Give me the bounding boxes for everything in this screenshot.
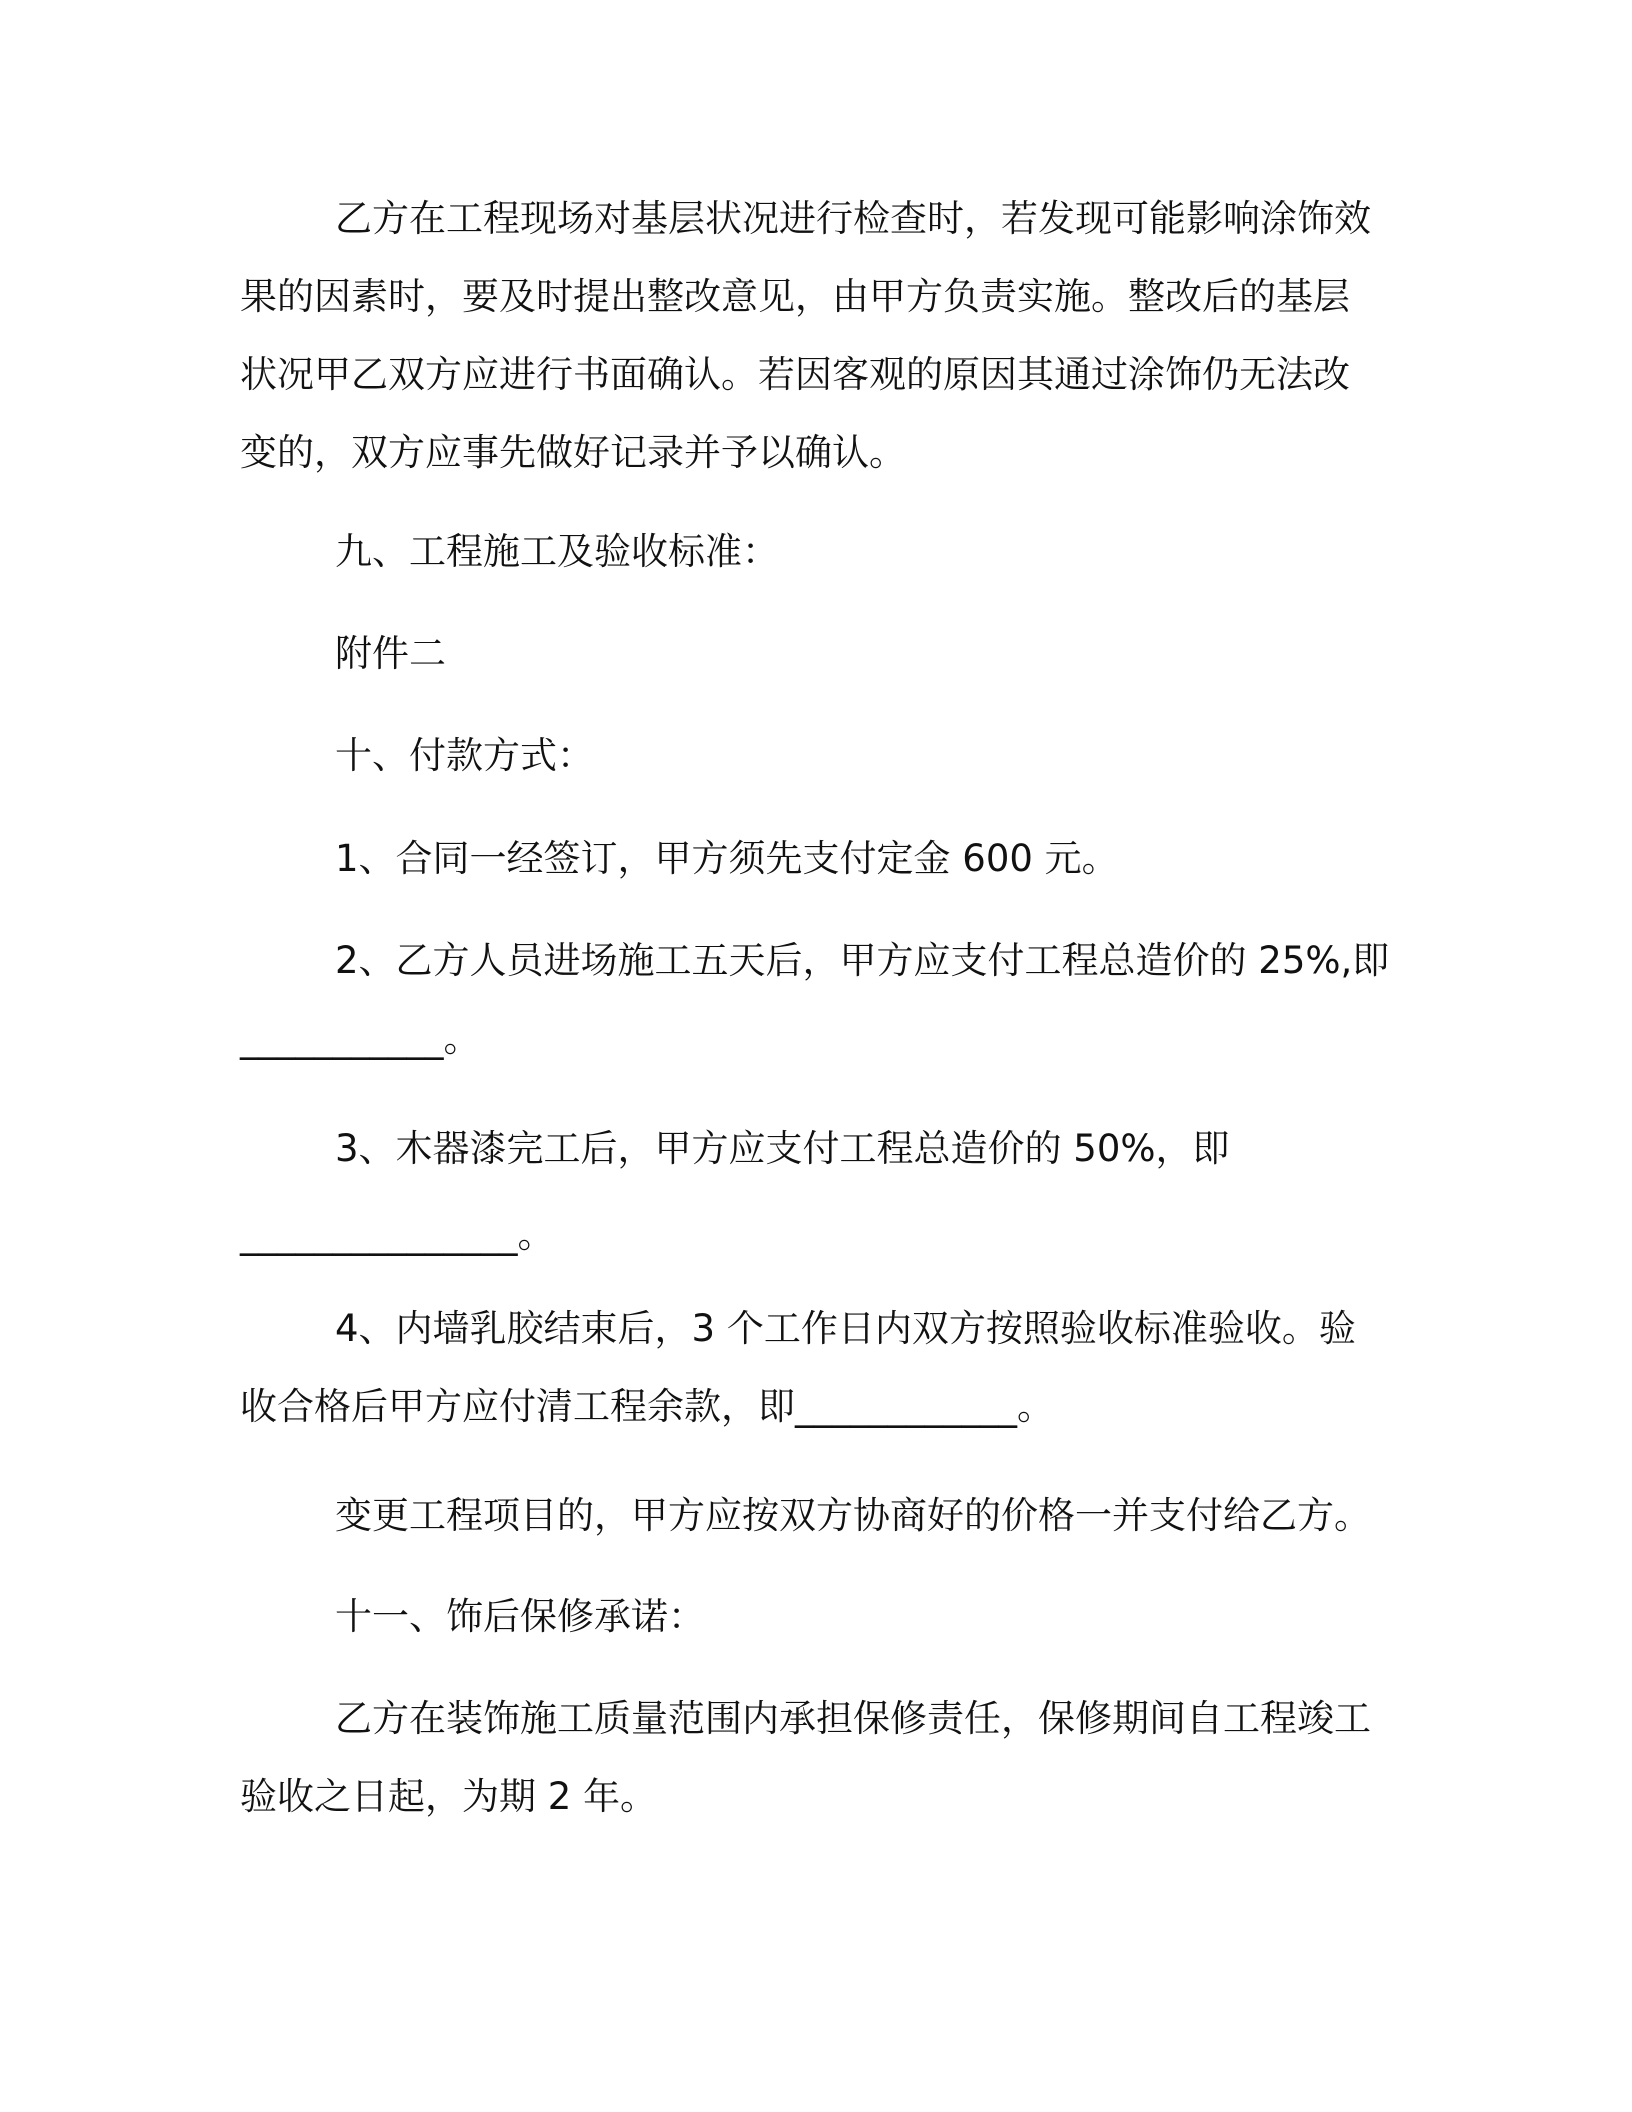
text-line: 乙方在装饰施工质量范围内承担保修责任，保修期间自工程竣工 <box>335 1697 1371 1740</box>
section-9-heading: 九、工程施工及验收标准： <box>335 530 779 573</box>
text-line: 状况甲乙双方应进行书面确认。若因客观的原因其通过涂饰仍无法改 <box>240 353 1350 396</box>
payment-blank-line <box>240 1000 1390 1078</box>
text-line: 乙方在工程现场对基层状况进行检查时，若发现可能影响涂饰效 <box>335 197 1371 240</box>
text-start: 收合格后甲方应付清工程余款，即 <box>240 1385 795 1428</box>
fill-in-blank: ____________ <box>795 1385 1017 1428</box>
text-line: 果的因素时，要及时提出整改意见，由甲方负责实施。整改后的基层 <box>240 275 1350 318</box>
text-line: 4、内墙乳胶结束后，3 个工作日内双方按照验收标准验收。验 <box>335 1307 1356 1350</box>
paragraph-base-inspection <box>240 180 1390 492</box>
text-line: 变的，双方应事先做好记录并予以确认。 <box>240 431 906 474</box>
fill-in-blank: _______________ <box>240 1213 518 1256</box>
text-line: 验收之日起，为期 2 年。 <box>240 1775 658 1818</box>
change-items-paragraph: 变更工程项目的，甲方应按双方协商好的价格一并支付给乙方。 <box>335 1494 1371 1537</box>
text-end: 。 <box>517 1213 555 1256</box>
payment-item-2 <box>240 922 1390 1078</box>
text-end: 。 <box>443 1017 481 1060</box>
payment-blank-line <box>240 1196 1390 1274</box>
warranty-paragraph <box>240 1680 1390 1836</box>
attachment-label: 附件二 <box>335 632 446 675</box>
text-end: 。 <box>1017 1385 1054 1428</box>
fill-in-blank: ___________ <box>240 1017 444 1060</box>
payment-item-3 <box>240 1110 1390 1274</box>
payment-item-4 <box>240 1290 1390 1446</box>
text-line: 3、木器漆完工后，甲方应支付工程总造价的 50%，即 <box>335 1127 1230 1170</box>
section-10-heading: 十、付款方式： <box>335 734 594 777</box>
section-11-heading: 十一、饰后保修承诺： <box>335 1595 705 1638</box>
payment-blank-line <box>240 1368 1390 1446</box>
text-line: 2、乙方人员进场施工五天后，甲方应支付工程总造价的 25%,即 <box>335 939 1390 982</box>
payment-item-1: 1、合同一经签订，甲方须先支付定金 600 元。 <box>335 837 1119 880</box>
